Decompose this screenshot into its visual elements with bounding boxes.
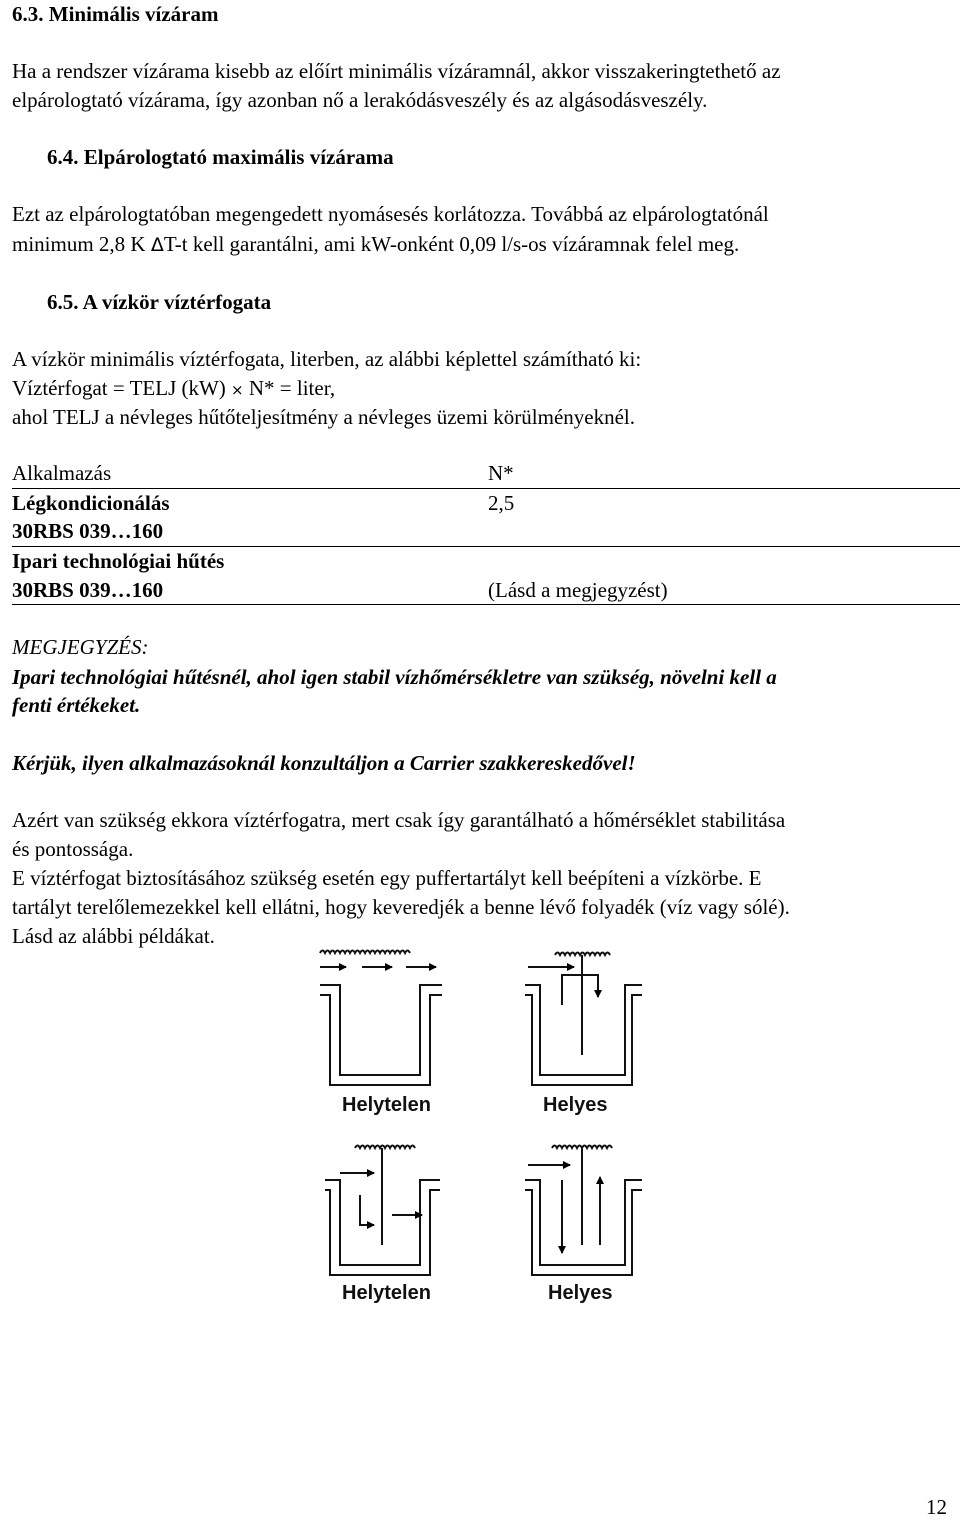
times-symbol: × — [231, 381, 244, 399]
paragraph-line: A vízkör minimális víztérfogata, literben, az alábbi képlettel számítható ki: — [12, 347, 642, 371]
tank-wrong-2 — [325, 1146, 440, 1276]
caption-correct: Helyes — [548, 1282, 613, 1304]
paragraph-line: tartályt terelőlemezekkel kell ellátni, hogy keveredjék a benne lévő folyadék (víz vagy sólé). — [12, 895, 790, 919]
tank-correct-1 — [525, 953, 642, 1086]
paragraph-line: Ezt az elpárologtatóban megengedett nyomásesés korlátozza. Továbbá az elpárologtatónál — [12, 202, 769, 226]
delta-symbol: Δ — [150, 234, 164, 256]
formula-line — [12, 374, 335, 405]
section-heading-6-4: 6.4. Elpárologtató maximális vízárama — [47, 145, 394, 169]
table-rule — [12, 604, 960, 605]
text-fragment: T-t kell garantálni, ami kW-onként 0,09 l/s-os vízáramnak felel meg. — [163, 232, 740, 256]
table-cell-app: Légkondicionálás — [12, 491, 170, 515]
table-cell-app: Ipari technológiai hűtés — [12, 549, 225, 573]
page-number: 12 — [926, 1495, 947, 1519]
buffer-tank-diagram — [300, 945, 660, 1330]
note-title: MEGJEGYZÉS: — [12, 635, 149, 659]
table-header-application: Alkalmazás — [12, 461, 112, 485]
paragraph-line: Lásd az alábbi példákat. — [12, 924, 215, 948]
table-cell-value: (Lásd a megjegyzést) — [488, 578, 668, 602]
tank-correct-2 — [525, 1146, 642, 1276]
table-cell-model: 30RBS 039…160 — [12, 519, 164, 543]
text-fragment: minimum 2,8 K — [12, 232, 151, 256]
paragraph-line: ahol TELJ a névleges hűtőteljesítmény a névleges üzemi körülményeknél. — [12, 405, 636, 429]
paragraph-line — [12, 230, 739, 260]
table-cell-value: 2,5 — [488, 491, 515, 515]
section-heading-6-3: 6.3. Minimális vízáram — [12, 2, 219, 26]
caption-wrong: Helytelen — [342, 1282, 431, 1304]
caption-correct: Helyes — [543, 1094, 608, 1116]
table-header-n: N* — [488, 461, 514, 485]
note-line: fenti értékeket. — [12, 693, 141, 717]
text-fragment: N* = liter, — [243, 376, 336, 400]
paragraph-line: Ha a rendszer vízárama kisebb az előírt minimális vízáramnál, akkor visszakeringtethető az — [12, 59, 781, 83]
paragraph-line: és pontossága. — [12, 837, 134, 861]
paragraph-line: Azért van szükség ekkora víztérfogatra, mert csak így garantálható a hőmérséklet stabilitása — [12, 808, 786, 832]
text-fragment: Víztérfogat = TELJ (kW) — [12, 376, 232, 400]
tank-wrong-1 — [320, 951, 442, 1086]
table-cell-model: 30RBS 039…160 — [12, 578, 164, 602]
paragraph-line: elpárologtató vízárama, így azonban nő a lerakódásveszély és az algásodásveszély. — [12, 88, 708, 112]
section-heading-6-5: 6.5. A vízkör víztérfogata — [47, 290, 272, 314]
paragraph-line: E víztérfogat biztosításához szükség esetén egy puffertartályt kell beépíteni a vízkörbe. E — [12, 866, 762, 890]
note-line: Kérjük, ilyen alkalmazásoknál konzultáljon a Carrier szakkereskedővel! — [12, 751, 636, 775]
caption-wrong: Helytelen — [342, 1094, 431, 1116]
note-line: Ipari technológiai hűtésnél, ahol igen stabil vízhőmérsékletre van szükség, növelni kell a — [12, 665, 777, 689]
